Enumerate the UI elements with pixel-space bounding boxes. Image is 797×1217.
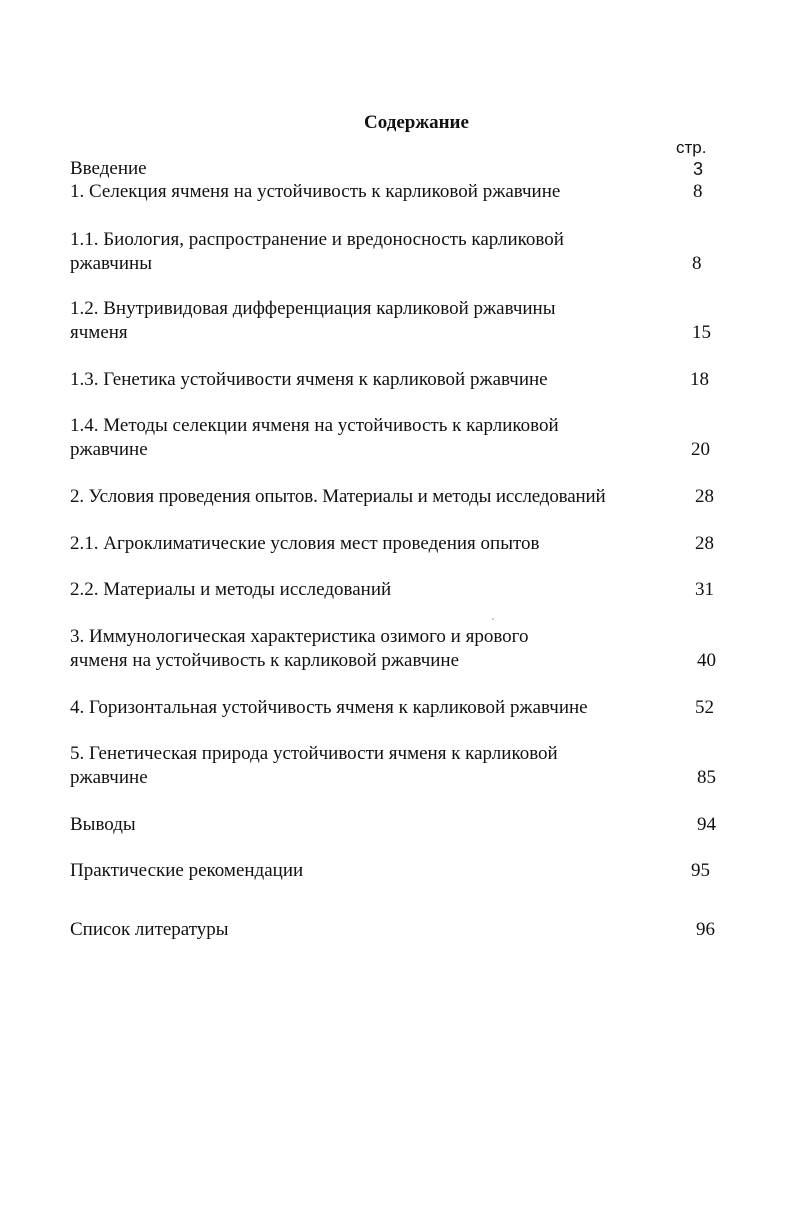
- toc-page-1-1: 8: [692, 253, 702, 274]
- toc-entry-5-line-1: 5. Генетическая природа устойчивости ячменя к карликовой: [70, 743, 558, 764]
- toc-entry-3-line-2: ячменя на устойчивость к карликовой ржавчине: [70, 650, 460, 671]
- toc-page-recommendations: 95: [691, 860, 710, 881]
- toc-entry-2-1: 2.1. Агроклиматические условия мест проведения опытов: [70, 533, 540, 554]
- toc-entry-intro: Введение: [70, 158, 147, 179]
- toc-page-conclusions: 94: [697, 814, 716, 835]
- toc-page-1-3: 18: [690, 369, 709, 390]
- toc-page-references: 96: [696, 919, 715, 940]
- toc-entry-1-3: 1.3. Генетика устойчивости ячменя к карликовой ржавчине: [70, 369, 548, 390]
- toc-page-1: 8: [693, 181, 703, 202]
- toc-page-4: 52: [695, 697, 714, 718]
- page-column-label: стр.: [676, 138, 707, 157]
- toc-entry-1-4-line-2: ржавчине: [70, 439, 148, 460]
- toc-page-5: 85: [697, 767, 716, 788]
- toc-page-1-2: 15: [692, 322, 711, 343]
- toc-entry-conclusions: Выводы: [70, 814, 136, 835]
- scan-speck: [492, 618, 494, 620]
- toc-entry-1-4-line-1: 1.4. Методы селекции ячменя на устойчивость к карликовой: [70, 415, 559, 436]
- toc-page-3: 40: [697, 650, 716, 671]
- toc-entry-2: 2. Условия проведения опытов. Материалы и методы исследований: [70, 486, 606, 507]
- toc-entry-1-1-line-2: ржавчины: [70, 253, 152, 274]
- toc-entry-1-2-line-1: 1.2. Внутривидовая дифференциация карликовой ржавчины: [70, 298, 556, 319]
- toc-entry-2-2: 2.2. Материалы и методы исследований: [70, 579, 392, 600]
- toc-entry-1: 1. Селекция ячменя на устойчивость к карликовой ржавчине: [70, 181, 561, 202]
- toc-page-intro: 3: [693, 159, 704, 179]
- toc-page-1-4: 20: [691, 439, 710, 460]
- toc-entry-1-1-line-1: 1.1. Биология, распространение и вредоносность карликовой: [70, 229, 564, 250]
- toc-entry-5-line-2: ржавчине: [70, 767, 148, 788]
- toc-entry-4: 4. Горизонтальная устойчивость ячменя к карликовой ржавчине: [70, 697, 588, 718]
- toc-page-2: 28: [695, 486, 714, 507]
- toc-page-2-2: 31: [695, 579, 714, 600]
- toc-page-2-1: 28: [695, 533, 714, 554]
- toc-entry-3-line-1: 3. Иммунологическая характеристика озимого и ярового: [70, 626, 529, 647]
- page-title: Содержание: [364, 112, 469, 133]
- toc-entry-references: Список литературы: [70, 919, 229, 940]
- toc-entry-recommendations: Практические рекомендации: [70, 860, 304, 881]
- toc-entry-1-2-line-2: ячменя: [70, 322, 128, 343]
